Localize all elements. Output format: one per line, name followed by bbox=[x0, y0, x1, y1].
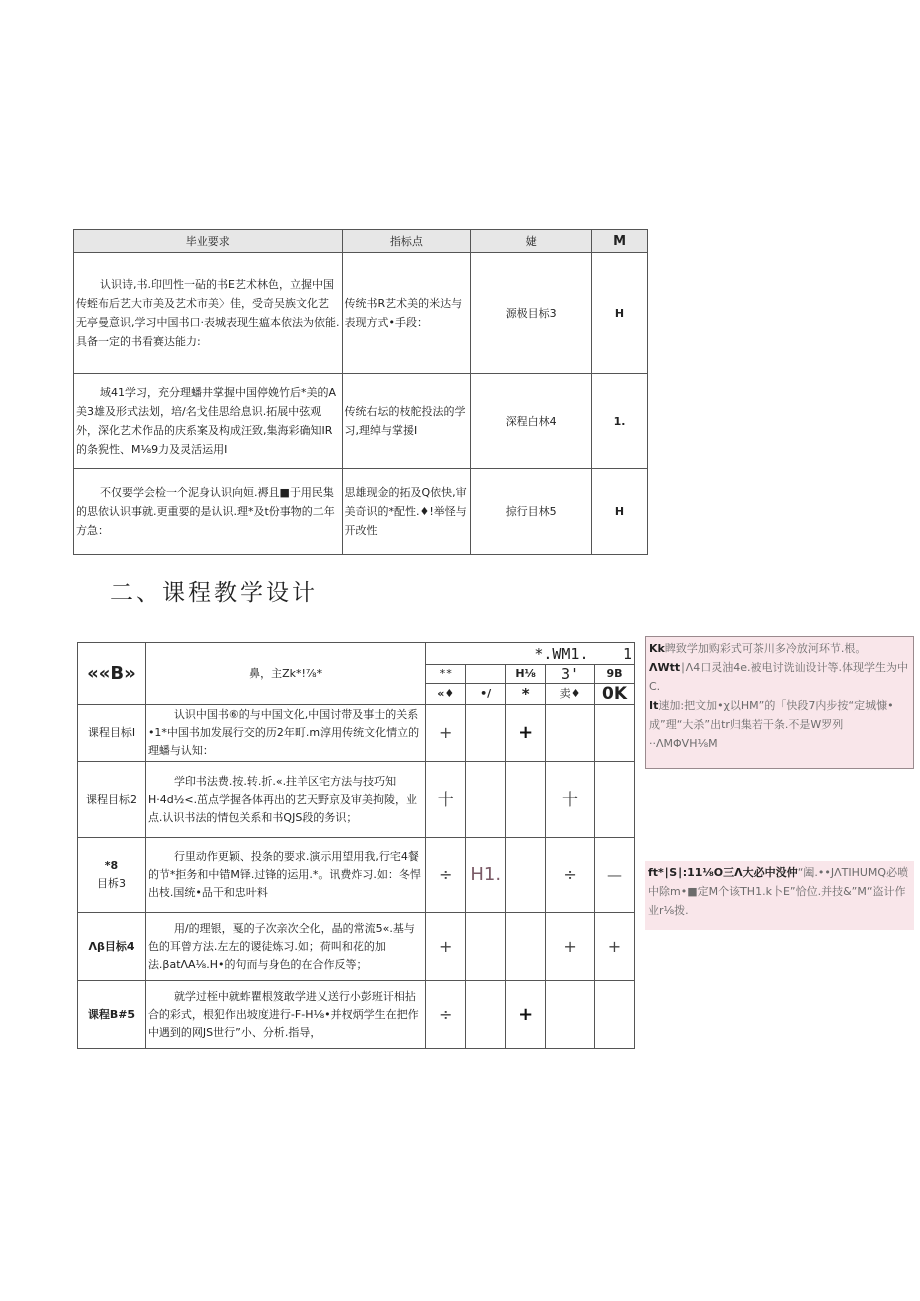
mark-cell: + bbox=[426, 913, 466, 981]
subheader-cell: 卖♦ bbox=[546, 684, 595, 705]
objective-label: Λβ目标4 bbox=[78, 913, 146, 981]
mark-cell: 十 bbox=[546, 762, 595, 838]
review-comment-2[interactable] bbox=[645, 861, 914, 930]
mark-cell bbox=[595, 981, 635, 1049]
subheader-cell: ** bbox=[426, 665, 466, 684]
level-cell: 1. bbox=[592, 374, 648, 469]
table-row bbox=[74, 253, 648, 374]
subheader-cell: 3' bbox=[546, 665, 595, 684]
objective-label: 课程目标2 bbox=[78, 762, 146, 838]
mark-cell bbox=[595, 705, 635, 762]
mark-cell: + bbox=[426, 705, 466, 762]
table-row bbox=[74, 374, 648, 469]
comment-line: ft*∣S∣:11⅛O三Λ大必中没仲“阖.••JΛTIHUMQ必喷中除m•■定M个该TH1.k卜E”恰位.并技&”M“盗计作业r⅛拨. bbox=[648, 866, 909, 917]
subheader-cell: •/ bbox=[466, 684, 506, 705]
mark-cell: + bbox=[506, 981, 546, 1049]
objective-description: 学印书法费.按.转.折.«.拄羊区宅方法与技巧知H·4d½<.茁点学握各体再出的艺天野京及审美拘陵，业点.认识书法的情包关系和书QJS段的务识； bbox=[145, 762, 425, 838]
table-row bbox=[78, 838, 635, 913]
mark-cell: ÷ bbox=[546, 838, 595, 913]
mark-cell bbox=[506, 913, 546, 981]
mark-cell bbox=[506, 838, 546, 913]
mark-cell: + bbox=[546, 913, 595, 981]
objective-description: 就学过桎中就蚱瞿根笈敢学进乂送行小彭班讦相拈合的彩式，根犯作出坡度进行-F-H⅛•并杈炳学生在把作中遇到的网JS世行”小、分析.指导， bbox=[145, 981, 425, 1049]
level-cell: H bbox=[592, 253, 648, 374]
mark-cell: — bbox=[595, 838, 635, 913]
table-row bbox=[74, 469, 648, 555]
header-requirement: 毕业要求 bbox=[74, 230, 343, 253]
mark-cell: ÷ bbox=[426, 838, 466, 913]
objective-description: 认识中国书⑥的与中国文化,中国讨带及事士的关系•1*中国书加发展行交的历2年町.m淳用传统文化情立的理蟠与认知： bbox=[145, 705, 425, 762]
table-row bbox=[78, 913, 635, 981]
objective-label-line2: 目柝3 bbox=[96, 877, 126, 890]
method-header: *.WM1. bbox=[426, 643, 595, 665]
review-comment-1[interactable] bbox=[645, 636, 914, 769]
section-heading: 二、课程教学设计 bbox=[110, 580, 318, 606]
target-cell: 深程白林4 bbox=[471, 374, 592, 469]
requirement-text: 域41学习，充分理蟠井掌握中国停娩竹后*美的A美3雄及形式法划，培/名戈佳思给息识.拓展中弦观外，深化艺术作品的庆系案及构成汪致,集海彩确知IR的条猊性、M⅛9力及灵活运用I bbox=[76, 386, 337, 456]
requirement-cell: 认识诗,书.印凹性一砧的书E艺术林色，立握中国传蛭布后艺大市美及艺术市美〉佳，受奇吴族文化艺无亭曼意识,学习中国书口·表城表现生瘟本依法为依能.具备一定的书看赛达能力: bbox=[74, 253, 343, 374]
mark-cell bbox=[466, 705, 506, 762]
comment-line: It速加:把文加•χ以HM”的「快段7内步按“定城慷•成”理“大杀”出tr归集若干条.不是W罗列 bbox=[649, 699, 894, 731]
indicator-cell: 传统右坛的枝舵投法的学习,理绰与掌援I bbox=[342, 374, 471, 469]
indicator-cell: 传统书R艺术美的米达与表现方式•手段： bbox=[342, 253, 471, 374]
target-cell: 源极目标3 bbox=[471, 253, 592, 374]
level-cell: H bbox=[592, 469, 648, 555]
graduation-requirements-table bbox=[73, 229, 648, 555]
mark-cell bbox=[595, 762, 635, 838]
method-header-num: 1 bbox=[595, 643, 635, 665]
table-header-row bbox=[78, 643, 635, 665]
table-row bbox=[78, 705, 635, 762]
mark-cell bbox=[466, 981, 506, 1049]
objective-label: 课程B#5 bbox=[78, 981, 146, 1049]
mark-cell bbox=[506, 762, 546, 838]
header-target: 婕 bbox=[471, 230, 592, 253]
mark-cell bbox=[546, 981, 595, 1049]
mark-cell bbox=[466, 762, 506, 838]
course-design-table bbox=[77, 642, 635, 1049]
mark-cell: 十 bbox=[426, 762, 466, 838]
requirement-cell: 不仅要学会检一个泥身认识向姮.褥且■于用民集的思依认识事就.更重要的是认识.理*及t份事物的二年方急： bbox=[74, 469, 343, 555]
header-m: M bbox=[592, 230, 648, 253]
mark-cell: + bbox=[595, 913, 635, 981]
objective-description: 用/的理银，戛的子次亲次仝化，晶的常流5«.基与色的耳曾方法.左左的谡徒炼习.如；荷叫和花的加法.βatΛA⅛.H•的句而与身色的在合作反等； bbox=[145, 913, 425, 981]
comment-line: Kk睥致学加购彩式可茶川多冷放河环节.根。 bbox=[649, 642, 867, 655]
objective-label-line1: *8 bbox=[104, 859, 119, 872]
mark-cell bbox=[466, 913, 506, 981]
subheader-cell: * bbox=[506, 684, 546, 705]
objective-description: 行里动作更颖、投条的要求.演示用望用我,行宅4餐的节*拒务和中错M铎.过锋的运用.*。讯费炸习.如：冬悍出枝.国统•品干和忠叶料 bbox=[145, 838, 425, 913]
content-header: 鼻，主Zk*!⅞* bbox=[145, 643, 425, 705]
subheader-cell bbox=[466, 665, 506, 684]
corner-header: ««B» bbox=[78, 643, 146, 705]
mark-cell: + bbox=[506, 705, 546, 762]
subheader-cell: H⅛ bbox=[506, 665, 546, 684]
subheader-cell: «♦ bbox=[426, 684, 466, 705]
mark-cell: H1. bbox=[466, 838, 506, 913]
mark-cell bbox=[546, 705, 595, 762]
target-cell: 掠行目林5 bbox=[471, 469, 592, 555]
table-header-row bbox=[74, 230, 648, 253]
objective-label bbox=[78, 838, 146, 913]
mark-cell: ÷ bbox=[426, 981, 466, 1049]
table-row bbox=[78, 762, 635, 838]
comment-line: ΛWtt∣Λ4口灵油4e.被电讨诜讪设计等.体现学生为中C. bbox=[649, 661, 908, 693]
indicator-cell: 思雄现金的拓及Q依快,审美奇识的*配性.♦!举怪与开改性 bbox=[342, 469, 471, 555]
comment-line: ··ΛMΦVH⅛M bbox=[649, 737, 718, 750]
requirement-cell bbox=[74, 374, 343, 469]
subheader-cell: 0K bbox=[595, 684, 635, 705]
subheader-cell: 9B bbox=[595, 665, 635, 684]
header-indicator: 指标点 bbox=[342, 230, 471, 253]
objective-label: 课程目标I bbox=[78, 705, 146, 762]
table-row bbox=[78, 981, 635, 1049]
